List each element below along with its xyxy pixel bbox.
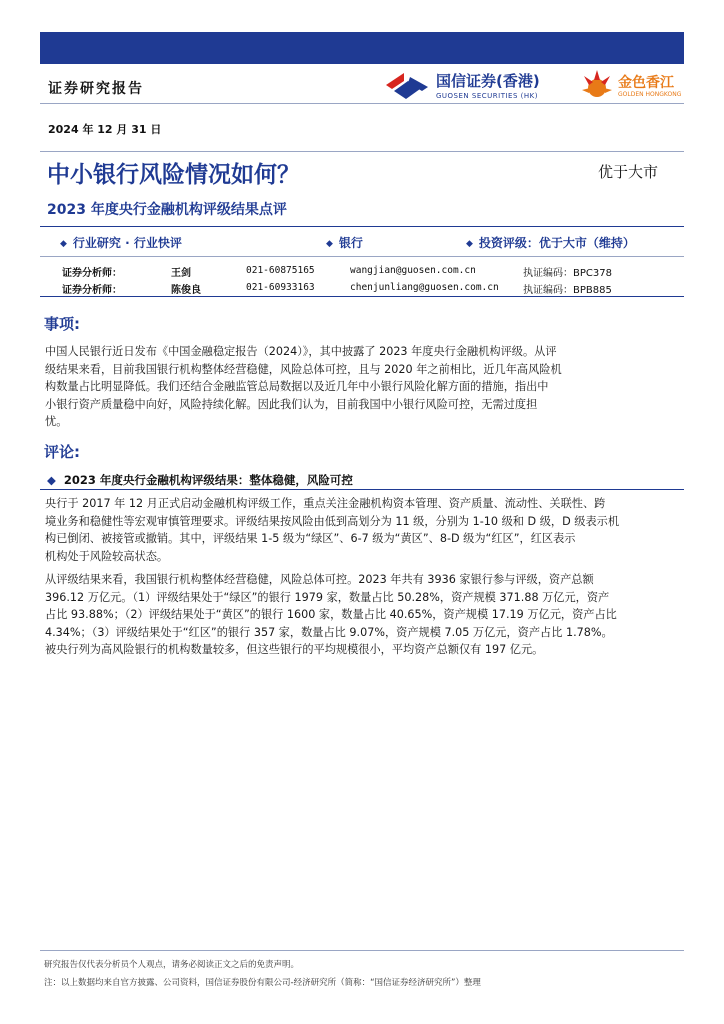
diamond-icon: ◆ <box>466 239 473 249</box>
comment-subheading: ◆ 2023 年度央行金融机构评级结果：整体稳健，风险可控 <box>47 473 353 487</box>
text-line: 央行于 2017 年 12 月正式启动金融机构评级工作，重点关注金融机构资本管理、资产质量、流动性、关联性、跨 <box>45 497 606 510</box>
analyst-phone: 021-60875165 <box>246 265 315 276</box>
footer-divider <box>40 950 684 951</box>
analyst-email[interactable]: chenjunliang@guosen.com.cn <box>350 282 499 293</box>
text-line: 构已倒闭、被接管或撤销。其中，评级结果 1-5 级为“绿区”、6-7 级为“黄区”、8-D 级为“红区”，红区表示 <box>45 532 576 545</box>
meta-category: ◆ 行业研究 · 行业快评 <box>60 236 182 250</box>
analyst-name: 陈俊良 <box>171 285 201 296</box>
text-line: 被央行列为高风险银行的机构数量较多，但这些银行的平均规模很小，平均资产总额仅有 197 亿元。 <box>45 643 544 656</box>
text-line: 级结果来看，目前我国银行机构整体经营稳健，风险总体可控，且与 2020 年之前相比，近几年高风险机 <box>45 362 562 376</box>
divider <box>40 103 684 104</box>
analyst-label: 证券分析师： <box>62 285 122 296</box>
divider <box>40 489 684 490</box>
header-bar <box>40 32 684 64</box>
diamond-icon: ◆ <box>47 473 56 487</box>
golden-hongkong-icon <box>580 68 614 100</box>
text-line: 忧。 <box>45 415 68 428</box>
analyst-cert: 执证编码：BPC378 <box>523 268 612 279</box>
meta-sector: ◆ 银行 <box>326 236 363 250</box>
meta-rating: ◆ 投资评级：优于大市（维持） <box>466 236 635 250</box>
text-line: 占比 93.88%；（2）评级结果处于“黄区”的银行 1600 家，数量占比 40.65%，资产规模 17.19 万亿元，资产占比 <box>45 608 617 621</box>
text-line: 小银行资产质量稳中向好，风险持续化解。因此我们认为，目前我国中小银行风险可控，无需过度担 <box>45 397 538 411</box>
text-line: 中国人民银行近日发布《中国金融稳定报告（2024）》，其中披露了 2023 年度央行金融机构评级。从评 <box>45 345 557 358</box>
text-line: 境业务和稳健性等宏观审慎管理要求。评级结果按风险由低到高划分为 11 级，分别为 1-10 级和 D 级，D 级表示机 <box>45 514 620 528</box>
guosen-name-en: GUOSEN SECURITIES (HK) <box>436 92 538 100</box>
guosen-logo <box>384 68 570 106</box>
analyst-label: 证券分析师： <box>62 268 122 279</box>
divider <box>40 256 684 257</box>
comment-paragraph-2 <box>45 571 685 659</box>
page-title: 中小银行风险情况如何？ <box>47 162 300 188</box>
divider <box>40 226 684 227</box>
golden-hongkong-name-cn: 金色香江 <box>618 75 674 91</box>
rating-badge: 优于大市 <box>598 163 659 181</box>
text-line: 从评级结果来看，我国银行机构整体经营稳健，风险总体可控。2023 年共有 3936 家银行参与评级，资产总额 <box>45 573 594 586</box>
report-type: 证券研究报告 <box>48 81 144 97</box>
guosen-logo-icon <box>384 71 430 101</box>
disclaimer-note: 研究报告仅代表分析员个人观点，请务必阅读正文之后的免责声明。 <box>44 960 300 970</box>
text-line: 机构处于风险较高状态。 <box>45 549 169 563</box>
analyst-cert: 执证编码：BPB885 <box>523 285 612 296</box>
page-subtitle: 2023 年度央行金融机构评级结果点评 <box>47 202 287 218</box>
golden-hongkong-logo <box>580 66 680 106</box>
diamond-icon: ◆ <box>326 239 333 249</box>
analyst-phone: 021-60933163 <box>246 282 315 293</box>
diamond-icon: ◆ <box>60 239 67 249</box>
divider <box>40 151 684 152</box>
text-line: 396.12 万亿元。（1）评级结果处于“绿区”的银行 1979 家，数量占比 50.28%，资产规模 371.88 万亿元，资产 <box>45 590 610 604</box>
report-date: 2024 年 12 月 31 日 <box>48 123 162 136</box>
section-heading-comment: 评论: <box>44 443 80 461</box>
guosen-name-cn: 国信证券(香港) <box>436 72 540 90</box>
text-line: 4.34%；（3）评级结果处于“红区”的银行 357 家，数量占比 9.07%，资产规模 7.05 万亿元，资产占比 1.78%。 <box>45 625 613 639</box>
analyst-email[interactable]: wangjian@guosen.com.cn <box>350 265 476 276</box>
golden-hongkong-name-en: GOLDEN HONGKONG <box>618 91 682 98</box>
divider <box>40 296 684 297</box>
source-note: 注：以上数据均来自官方披露、公司资料，国信证券股份有限公司-经济研究所（简称：“国信证券经济研究所”）整理 <box>44 978 481 988</box>
event-paragraph <box>45 343 685 431</box>
text-line: 构数量占比明显降低。我们还结合金融监管总局数据以及近几年中小银行风险化解方面的措施，指出中 <box>45 380 549 393</box>
analyst-name: 王剑 <box>171 268 191 279</box>
comment-paragraph-1 <box>45 495 685 565</box>
section-heading-event: 事项: <box>44 315 80 333</box>
